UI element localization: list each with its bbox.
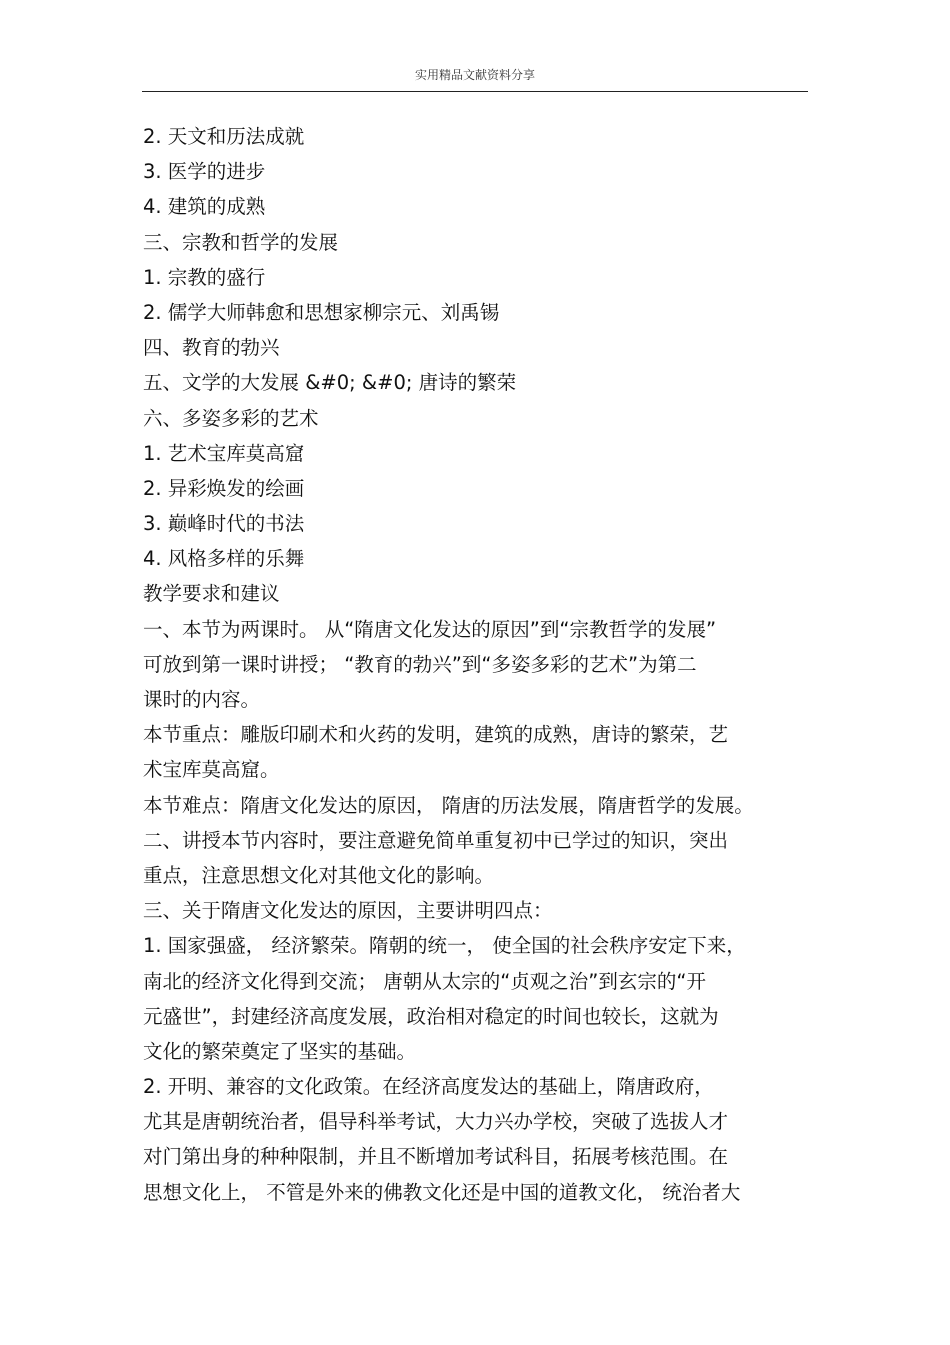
text-line: 4. 风格多样的乐舞 — [143, 547, 305, 571]
paragraph-line: 尤其是唐朝统治者，倡导科举考试，大力兴办学校，突破了选拔人才 — [143, 1110, 729, 1134]
header-divider — [142, 91, 808, 92]
paragraph-line: 本节重点：雕版印刷术和火药的发明，建筑的成熟，唐诗的繁荣，艺 — [143, 723, 729, 747]
text-line: 3. 巅峰时代的书法 — [143, 512, 305, 536]
paragraph-line: 南北的经济文化得到交流； 唐朝从太宗的“贞观之治”到玄宗的“开 — [143, 969, 707, 993]
paragraph-line: 课时的内容。 — [143, 688, 261, 711]
paragraph-line: 元盛世”，封建经济高度发展，政治相对稳定的时间也较长，这就为 — [143, 1004, 719, 1028]
paragraph-line: 文化的繁荣奠定了坚实的基础。 — [143, 1039, 417, 1063]
paragraph-line: 三、关于隋唐文化发达的原因，主要讲明四点： — [143, 899, 553, 923]
paragraph-line: 二、讲授本节内容时，要注意避免简单重复初中已学过的知识，突出 — [143, 828, 729, 852]
text-line: 2. 儒学大师韩愈和思想家柳宗元、刘禹锡 — [143, 300, 500, 324]
document-body — [143, 119, 805, 1210]
section-heading: 教学要求和建议 — [143, 582, 280, 606]
text-line: 4. 建筑的成熟 — [143, 195, 266, 219]
text-line: 2. 天文和历法成就 — [143, 125, 305, 148]
paragraph-line: 对门第出身的种种限制，并且不断增加考试科目，拓展考核范围。在 — [143, 1145, 729, 1169]
paragraph-line: 2. 开明、兼容的文化政策。在经济高度发达的基础上，隋唐政府， — [143, 1075, 714, 1099]
text-line: 1. 艺术宝库莫高窟 — [143, 441, 305, 465]
paragraph-line: 1. 国家强盛， 经济繁荣。隋朝的统一， 使全国的社会秩序安定下来， — [143, 934, 746, 958]
section-heading: 五、文学的大发展 &#0; &#0; 唐诗的繁荣 — [143, 371, 517, 395]
text-line: 2. 异彩焕发的绘画 — [143, 476, 305, 500]
paragraph-line: 思想文化上， 不管是外来的佛教文化还是中国的道教文化， 统治者大 — [143, 1180, 741, 1204]
section-heading: 四、教育的勃兴 — [143, 336, 280, 360]
text-line: 1. 宗教的盛行 — [143, 265, 266, 289]
page-header-title: 实用精品文献资料分享 — [414, 68, 535, 82]
paragraph-line: 术宝库莫高窟。 — [143, 758, 280, 782]
paragraph-line: 一、本节为两课时。 从“隋唐文化发达的原因”到“宗教哲学的发展” — [143, 617, 717, 641]
paragraph-line: 重点，注意思想文化对其他文化的影响。 — [143, 863, 495, 887]
paragraph-line: 本节难点：隋唐文化发达的原因， 隋唐的历法发展，隋唐哲学的发展。 — [143, 793, 754, 817]
text-line: 3. 医学的进步 — [143, 160, 266, 184]
paragraph-line: 可放到第一课时讲授； “教育的勃兴”到“多姿多彩的艺术”为第二 — [143, 652, 697, 676]
section-heading: 六、多姿多彩的艺术 — [143, 406, 319, 430]
section-heading: 三、宗教和哲学的发展 — [143, 230, 339, 254]
